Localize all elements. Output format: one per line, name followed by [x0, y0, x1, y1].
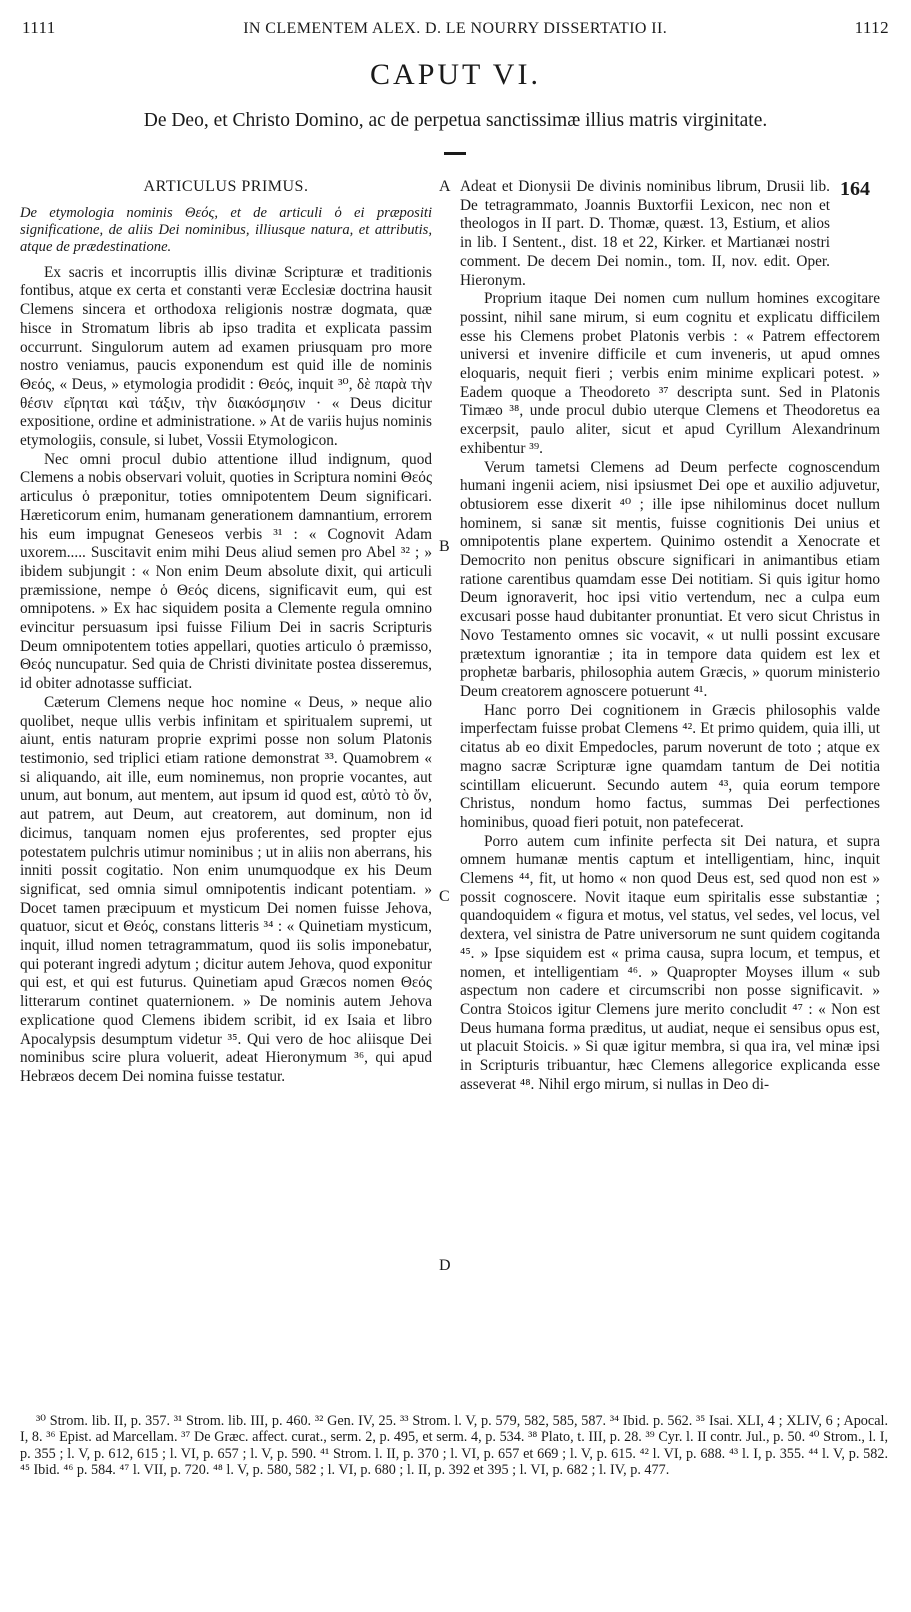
paragraph: Ex sacris et incorruptis illis divinæ Scripturæ et traditionis fontibus, atque ex certa et constanti veræ Ecclesiæ doctrina hausit Clemens sincera et orthodoxa religionis nostræ dogmata, quæ hisce in Stromatum libris ab ipso tradita et explicata passim occurrunt. Singulorum autem ad examen priusquam pro more nostro veniamus, paucis exponendum est quid ille de nominis Θεός, « Deus, » etymologia prodidit : Θεός, inquit ³⁰, δὲ παρὰ τὴν θέσιν εἴρηται καὶ τάξιν, τὴν διακόσμησιν · « Deus dicitur expositione, ordine et administratione. » At de variis hujus nominis etymologiis, consule, si lubet, Vossii Etymologicon.: [20, 263, 432, 450]
margin-letter-b: B: [439, 538, 450, 555]
column-number: 164: [840, 178, 870, 200]
running-title: IN CLEMENTEM ALEX. D. LE NOURRY DISSERTATIO II.: [243, 20, 668, 37]
paragraph: Cæterum Clemens neque hoc nomine « Deus, » neque alio quolibet, neque ullis verbis infinitam et spiritualem supremi, ut aiunt, entis naturam proprie exprimi posse non solum Platonis testimonio, sed triplici etiam ratione demonstrat ³³. Quamobrem « si aliquando, ait ille, eum nominemus, non proprie vocantes, aut unum, aut bonum, aut mentem, aut ipsum id quod est, αὐτὸ τὸ ὄν, aut patrem, aut Deum, aut creatorem, aut dominum, non id dicimus, tanquam nomen ejus proferentes, sed propter ejus potestatem pulchris utimur nominibus ; ut in aliis non aberrans, his inniti possit cogitatio. Non enim unumquodque ex his Deum significat, sed omnia simul omnipotentis indicant potentiam. » Docet tamen præcipuum et mysticum Dei nomen fuisse Jehova, quatuor, sicut et Θεός, constans litteris ³⁴ : « Quinetiam mysticum, inquit, illud nomen tetragrammatum, quod iis solis imponebatur, qui poterant ingredi adytum ; dicitur autem Jehova, quod exponitur qui est, et qui est futurus. Quinetiam apud Græcos nomen Θεός litterarum continet quaternionem. » De nominis autem Jehova explicatione quod Clemens ibidem scribit, id ex Isaia et libro Apocalypsis desumptum videtur ³⁵. Qui vero de hoc aliisque Dei nominibus scire plura voluerit, adeat Hieronymum ³⁶, qui apud Hebræos decem Dei nomina fuisse testatur.: [20, 693, 432, 1085]
paragraph: Proprium itaque Dei nomen cum nullum homines excogitare possint, nihil sane mirum, si eum cognitu et explicatu difficilem esse his Clemens probet Platonis verbis : « Patrem effectorem universi et invenire difficile et cum inveneris, ut apud omnes eloquaris, nequit fieri ; verbis enim minime explicari potest. » Eadem quoque a Theodoreto ³⁷ descripta sunt. Sed in Platonis Timæo ³⁸, unde procul dubio uterque Clemens et Theodoretus ea excerpsit, paulo aliter, sicut et apud Cyrillum Alexandrinum exhibentur ³⁹.: [460, 290, 880, 457]
article-summary: De etymologia nominis Θεός, et de articuli ὁ ei præpositi significatione, de aliis Dei nominibus, illiusque natura, et attributis, atque de prædestinatione.: [20, 204, 432, 255]
margin-letter-d: D: [439, 1257, 451, 1274]
chapter-subtitle: De Deo, et Christo Domino, ac de perpetua sanctissimæ illius matris virginitate.: [143, 110, 768, 131]
margin-letter-c: C: [439, 888, 450, 905]
paragraph: Adeat et Dionysii De divinis nominibus librum, Drusii lib. De tetragrammato, Joannis Buxtorfii Lexicon, nec non et theologos in II part. D. Thomæ, quæst. 13, Estium, et alios in lib. I Sentent., dist. 18 et 22, Kirker. et Martianæi nostri comment. De decem Dei nomin., tom. II, nov. edit. Oper. Hieronym.: [460, 178, 830, 289]
left-column: [20, 178, 432, 1087]
paragraph: Verum tametsi Clemens ad Deum perfecte cognoscendum humani ingenii aciem, nisi ipsiusmet Dei ope et auxilio adjuvetur, obtusiorem esse dixerit ⁴⁰ ; ille ipse nihilominus docet nullum hominem, si sanæ sit mentis, fuisse cognitionis Dei unius et omnipotentis plane expertem. Quinimo ostendit a Xenocrate et Democrito non penitus obscure significari in animantibus etiam ratione carentibus quamdam esse Dei notitiam. Si quis igitur homo Deum ignoraverit, hoc ipsi vitio vertendum, nec a culpa eum excusari posse haud dubitanter pronuntiat. Et vero sicut Christus in Novo Testamento omnes sic vocavit, « ut nulli possint excusare prætextum ignorantiæ ; ita in tempore data quidem est lex et prophetæ barbaris, philosophia autem Græcis, » quorum ministerio Deum creatorem agnoscere potuerunt ⁴¹.: [460, 458, 880, 700]
paragraph: Porro autem cum infinite perfecta sit Dei natura, et supra omnem humanæ mentis captum et intelligentiam, hinc, inquit Clemens ⁴⁴, fit, ut homo « non quod Deus est, sed quod non est » possit cognoscere. Novit itaque eum spiritalis esse substantiæ ; quandoquidem « figura et motus, vel status, vel sedes, vel locus, vel dextera, vel sinistra de Patre universorum ne sunt quidem cogitanda ⁴⁵. » Ipse siquidem est « prima causa, supra locum, et tempus, et nomen, et intelligentiam ⁴⁶. » Quapropter Moyses illum « sub aspectum non cadere et circumscribi non posse significavit. » Contra Stoicos igitur Clemens jure merito concludit ⁴⁷ : « Non est Deus humana forma præditus, ut audiat, neque ei sensibus opus est, ut placuit Stoicis. » Si quæ igitur membra, si qua ira, vel minæ ipsi in Scripturis tribuantur, hæc Clemens allegorice explicanda esse asseverat ⁴⁸. Nihil ergo mirum, si nullas in Deo di-: [460, 832, 880, 1093]
footnotes: [20, 1413, 888, 1479]
title-rule: [444, 152, 466, 155]
article-heading: ARTICULUS PRIMUS.: [143, 178, 309, 195]
paragraph: Nec omni procul dubio attentione illud indignum, quod Clemens a nobis observari voluit, quoties in Scriptura nomini Θεός articulus ὁ præponitur, toties omnipotentem Deum significari. Hæreticorum enim, humanam generationem damnantium, errorem his eum impugnat Geneseos verbis ³¹ : « Cognovit Adam uxorem..... Suscitavit enim mihi Deus aliud semen pro Abel ³² ; » ibidem subjungit : « Non enim Deum absolute dixit, qui articuli præmissione, nempe ὁ Θεός dicens, significavit eum, qui est omnipotens. » Ex hac siquidem posita a Clemente regula omnino evincitur persuasum ipsi fuisse Filium Dei in sacris Scripturis Deum omnipotentem toties appellari, quoties articulo ὁ præmisso, Θεός nuncupatur. Sed quia de Christi divinitate postea disseremus, id obiter adnotasse sufficiat.: [20, 450, 432, 693]
margin-letter-a: A: [439, 178, 451, 195]
page-number-right: 1112: [854, 18, 889, 37]
chapter-title: CAPUT VI.: [370, 58, 541, 91]
running-head: [22, 18, 889, 40]
paragraph: Hanc porro Dei cognitionem in Græcis philosophis valde imperfectam fuisse probat Clemens ⁴². Et primo quidem, quia illi, ut citatus ab eo dixit Empedocles, parum noverunt de toto ; atque ex magno sacræ Scripturæ igne quamdam tantum de Dei notitia scintillam elicuerunt. Secundo autem ⁴³, quia eorum tempore Christus, nondum homo factus, summas Dei perfectiones hominibus, quoad fieri potuit, non patefecerat.: [460, 701, 880, 831]
page-number-left: 1111: [22, 18, 56, 37]
footnote-block: ³⁰ Strom. lib. II, p. 357. ³¹ Strom. lib. III, p. 460. ³² Gen. IV, 25. ³³ Strom. l. V, p. 579, 582, 585, 587. ³⁴ Ibid. p. 562. ³⁵ Isai. XLI, 4 ; XLIV, 6 ; Apocal. I, 8. ³⁶ Epist. ad Marcellam. ³⁷ De Græc. affect. curat., serm. 2, p. 495, et serm. 4, p. 534. ³⁸ Plato, t. III, p. 28. ³⁹ Cyr. l. II contr. Jul., p. 50. ⁴⁰ Strom., l. I, p. 355 ; l. V, p. 612, 615 ; l. VI, p. 657 ; l. V, p. 590. ⁴¹ Strom. l. II, p. 370 ; l. VI, p. 657 et 669 ; l. V, p. 615. ⁴² l. VI, p. 688. ⁴³ l. I, p. 355. ⁴⁴ l. V, p. 582. ⁴⁵ Ibid. ⁴⁶ p. 584. ⁴⁷ l. VII, p. 720. ⁴⁸ l. V, p. 580, 582 ; l. VI, p. 680 ; l. II, p. 392 et 395 ; l. VI, p. 682 ; l. IV, p. 477.: [20, 1413, 888, 1479]
right-column: [460, 178, 880, 1094]
